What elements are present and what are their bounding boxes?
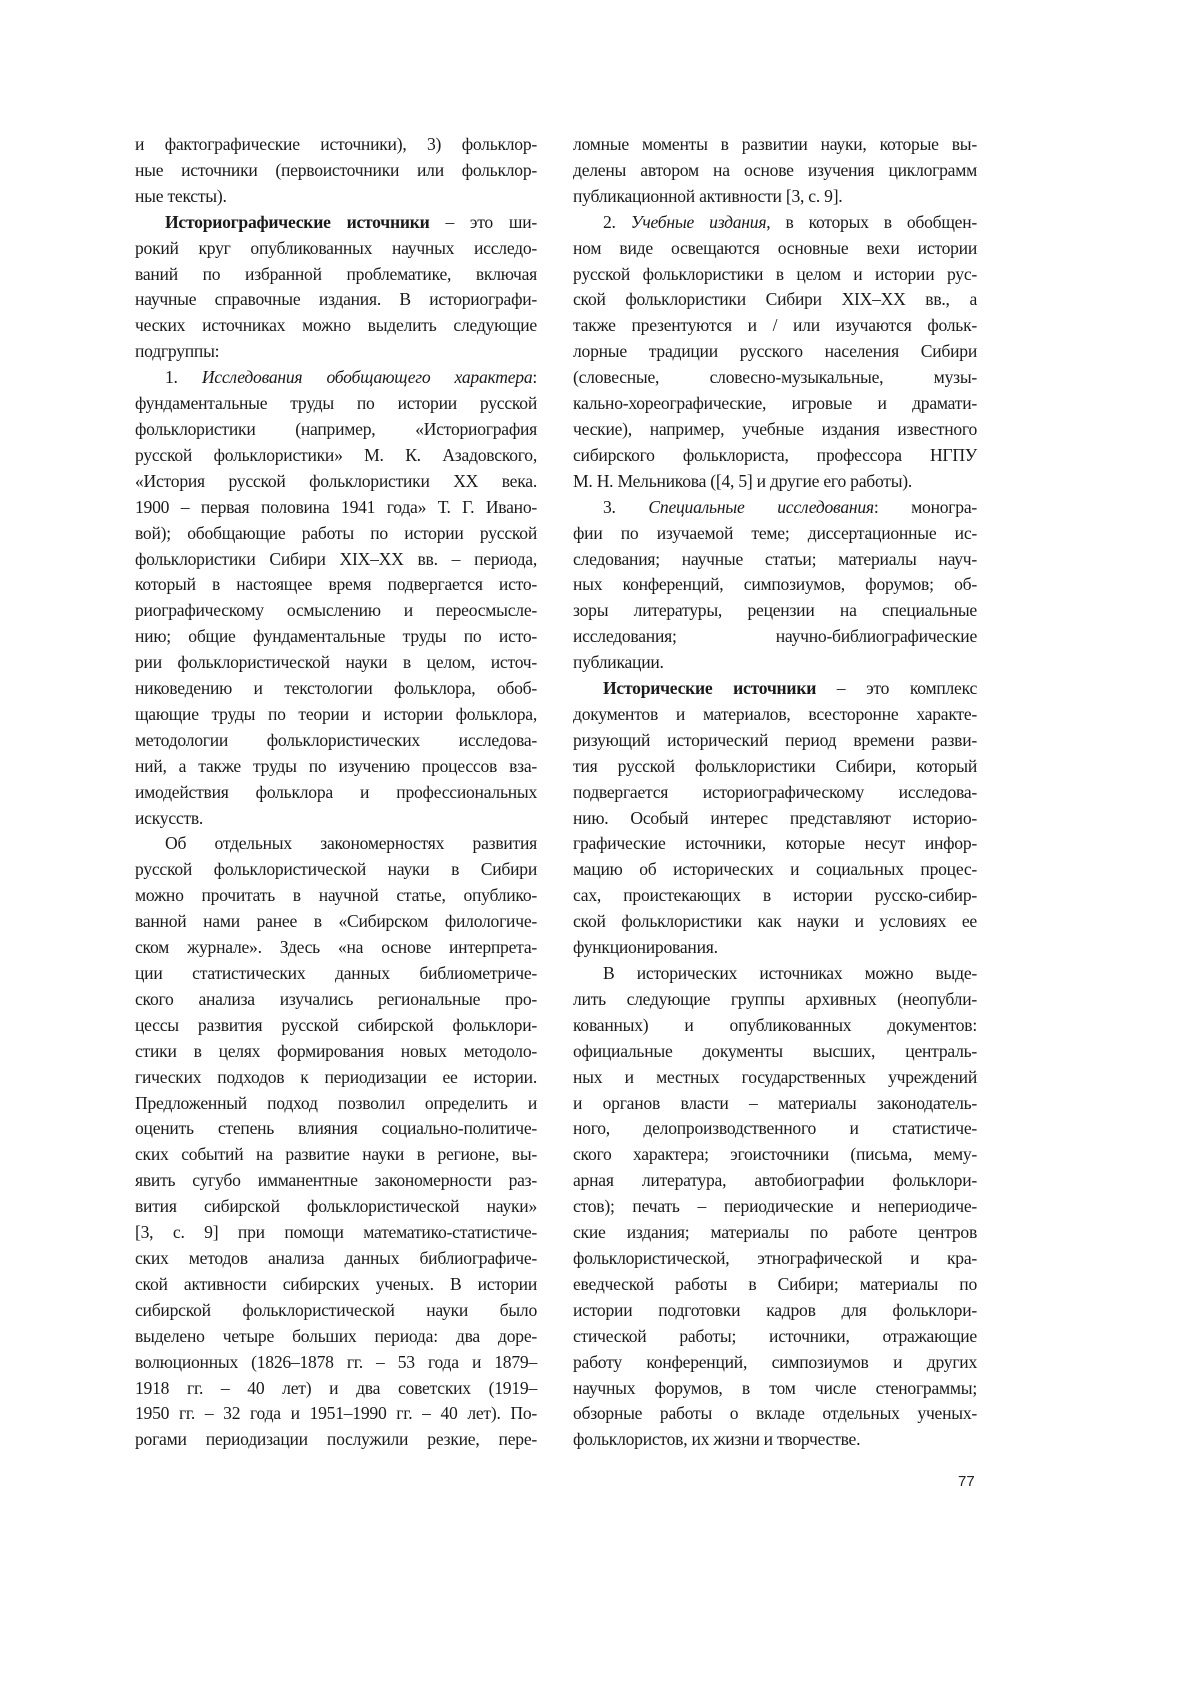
text-span: рии фольклористической науки в целом, источ- bbox=[135, 652, 537, 672]
text-span: ные источники (первоисточники или фольклор- bbox=[135, 160, 537, 180]
text-line bbox=[573, 495, 977, 521]
text-line bbox=[573, 780, 977, 806]
text-span: [3, с. 9] при помощи математико-статистиче- bbox=[135, 1222, 537, 1242]
text-span: искусств. bbox=[135, 808, 203, 828]
text-line bbox=[135, 857, 537, 883]
text-span: стической работы; источники, отражающие bbox=[573, 1326, 977, 1346]
text-span: русской фольклористической науки в Сибири bbox=[135, 859, 537, 879]
text-line bbox=[135, 650, 537, 676]
text-line bbox=[573, 676, 977, 702]
text-span: методологии фольклористических исследова- bbox=[135, 730, 537, 750]
text-line bbox=[573, 443, 977, 469]
text-line bbox=[135, 1401, 537, 1427]
italic-term: Исследования обобщающего характера bbox=[202, 367, 533, 387]
text-span: ческих источниках можно выделить следующие bbox=[135, 315, 537, 335]
text-line bbox=[573, 547, 977, 573]
text-line bbox=[573, 1116, 977, 1142]
text-span: научных форумов, в том числе стенограммы; bbox=[573, 1378, 977, 1398]
text-line bbox=[573, 1013, 977, 1039]
text-line bbox=[135, 287, 537, 313]
text-line bbox=[573, 417, 977, 443]
text-line bbox=[573, 1401, 977, 1427]
text-span: 1950 гг. – 32 года и 1951–1990 гг. – 40 лет). По- bbox=[135, 1403, 537, 1423]
text-span: следования; научные статьи; материалы науч- bbox=[573, 549, 977, 569]
text-span: и органов власти – материалы законодатель- bbox=[573, 1093, 977, 1113]
text-span: ского характера; эгоисточники (письма, мему- bbox=[573, 1144, 977, 1164]
text-span: фольклористов, их жизни и творчестве. bbox=[573, 1429, 860, 1449]
text-span: лорные традиции русского населения Сибири bbox=[573, 341, 977, 361]
text-line bbox=[135, 495, 537, 521]
text-span: фольклористики Сибири XIX–XX вв. – периода, bbox=[135, 549, 537, 569]
text-line bbox=[573, 1039, 977, 1065]
text-span: стики в целях формирования новых методоло- bbox=[135, 1041, 537, 1061]
text-line bbox=[135, 831, 537, 857]
text-span: работу конференций, симпозиумов и других bbox=[573, 1352, 977, 1372]
text-span: делены автором на основе изучения циклограмм bbox=[573, 160, 977, 180]
text-span: 1900 – первая половина 1941 года» Т. Г. Ивано- bbox=[135, 497, 537, 517]
text-line bbox=[135, 1116, 537, 1142]
text-span: документов и материалов, всесторонне характе- bbox=[573, 704, 977, 724]
text-span: ческие), например, учебные издания известного bbox=[573, 419, 977, 439]
text-span: сибирской фольклористической науки было bbox=[135, 1300, 537, 1320]
text-line bbox=[573, 262, 977, 288]
text-line bbox=[573, 935, 977, 961]
text-line bbox=[135, 236, 537, 262]
text-line bbox=[573, 1427, 977, 1453]
text-line bbox=[135, 521, 537, 547]
text-line bbox=[135, 443, 537, 469]
text-span: лить следующие группы архивных (неопубли- bbox=[573, 989, 977, 1009]
text-span: «История русской фольклористики XX века. bbox=[135, 471, 537, 491]
text-line bbox=[573, 572, 977, 598]
text-line bbox=[135, 1220, 537, 1246]
text-span: ские издания; материалы по работе центров bbox=[573, 1222, 977, 1242]
text-span: 1918 гг. – 40 лет) и два советских (1919– bbox=[135, 1378, 537, 1398]
text-span: мацию об исторических и социальных процес- bbox=[573, 859, 977, 879]
text-line bbox=[135, 547, 537, 573]
text-line bbox=[135, 1324, 537, 1350]
text-span: русской фольклористики в целом и истории рус- bbox=[573, 264, 977, 284]
text-line bbox=[135, 1272, 537, 1298]
text-span: ских методов анализа данных библиографиче- bbox=[135, 1248, 537, 1268]
text-line bbox=[135, 780, 537, 806]
text-span: 2. bbox=[603, 212, 631, 232]
text-line bbox=[135, 132, 537, 158]
text-span: – это комплекс bbox=[816, 678, 977, 698]
text-line bbox=[135, 883, 537, 909]
text-span: – это ши- bbox=[430, 212, 538, 232]
text-span: никоведению и текстологии фольклора, обоб- bbox=[135, 678, 537, 698]
text-line bbox=[573, 961, 977, 987]
text-span: рогами периодизации послужили резкие, пере- bbox=[135, 1429, 537, 1449]
text-line bbox=[135, 1168, 537, 1194]
text-span: фундаментальные труды по истории русской bbox=[135, 393, 537, 413]
text-span: нию; общие фундаментальные труды по исто- bbox=[135, 626, 537, 646]
text-line bbox=[135, 158, 537, 184]
bold-term: Исторические источники bbox=[603, 678, 816, 698]
text-line bbox=[573, 1298, 977, 1324]
text-span: 3. bbox=[603, 497, 648, 517]
text-span: Об отдельных закономерностях развития bbox=[165, 833, 537, 853]
text-line bbox=[573, 1272, 977, 1298]
text-span: оценить степень влияния социально-политиче- bbox=[135, 1118, 537, 1138]
text-line bbox=[135, 469, 537, 495]
text-span: ской фольклористики Сибири XIX–XX вв., а bbox=[573, 289, 977, 309]
italic-term: Учебные издания bbox=[631, 212, 767, 232]
text-line bbox=[135, 1142, 537, 1168]
text-span: ванной нами ранее в «Сибирском филологиче- bbox=[135, 911, 537, 931]
text-span: кованных) и опубликованных документов: bbox=[573, 1015, 977, 1035]
text-line bbox=[135, 909, 537, 935]
text-line bbox=[135, 1298, 537, 1324]
text-line bbox=[135, 1194, 537, 1220]
text-span: исследования; научно-библиографические bbox=[573, 626, 977, 646]
text-span: М. Н. Мельникова ([4, 5] и другие его работы). bbox=[573, 471, 912, 491]
text-span: , в которых в обобщен- bbox=[766, 212, 977, 232]
text-span: который в настоящее время подвергается исто- bbox=[135, 574, 537, 594]
text-line bbox=[573, 702, 977, 728]
text-span: : моногра- bbox=[874, 497, 977, 517]
text-line bbox=[573, 469, 977, 495]
text-span: В исторических источниках можно выде- bbox=[603, 963, 977, 983]
text-span: графические источники, которые несут инфор- bbox=[573, 833, 977, 853]
text-span: вития сибирской фольклористической науки» bbox=[135, 1196, 537, 1216]
text-span: гических подходов к периодизации ее истории. bbox=[135, 1067, 537, 1087]
text-span: также презентуются и / или изучаются фольк- bbox=[573, 315, 977, 335]
text-line bbox=[135, 365, 537, 391]
text-span: ного, делопроизводственного и статистиче- bbox=[573, 1118, 977, 1138]
text-line bbox=[573, 831, 977, 857]
text-line bbox=[573, 1350, 977, 1376]
text-line bbox=[573, 1065, 977, 1091]
text-span: риографическому осмыслению и переосмысле- bbox=[135, 600, 537, 620]
text-line bbox=[573, 391, 977, 417]
text-line bbox=[135, 702, 537, 728]
text-span: сибирского фольклориста, профессора НГПУ bbox=[573, 445, 977, 465]
text-span: ции статистических данных библиометриче- bbox=[135, 963, 537, 983]
right-text-column bbox=[573, 132, 977, 1453]
text-line bbox=[135, 754, 537, 780]
text-line bbox=[573, 624, 977, 650]
text-span: фольклористической, этнографической и кра- bbox=[573, 1248, 977, 1268]
text-line bbox=[135, 391, 537, 417]
text-span: кально-хореографические, игровые и драмати- bbox=[573, 393, 977, 413]
text-line bbox=[573, 1220, 977, 1246]
text-line bbox=[135, 1039, 537, 1065]
text-line bbox=[573, 339, 977, 365]
text-span: рокий круг опубликованных научных исследо- bbox=[135, 238, 537, 258]
text-line bbox=[135, 935, 537, 961]
text-span: официальные документы высших, централь- bbox=[573, 1041, 977, 1061]
text-line bbox=[573, 987, 977, 1013]
text-line bbox=[135, 1376, 537, 1402]
text-line bbox=[135, 1427, 537, 1453]
text-line bbox=[135, 1246, 537, 1272]
text-line bbox=[573, 313, 977, 339]
text-line bbox=[573, 728, 977, 754]
text-span: нию. Особый интерес представляют историо- bbox=[573, 808, 977, 828]
text-line bbox=[573, 1246, 977, 1272]
text-span: публикационной активности [3, с. 9]. bbox=[573, 186, 842, 206]
text-span: ний, а также труды по изучению процессов вза- bbox=[135, 756, 537, 776]
text-line bbox=[573, 158, 977, 184]
text-span: ных и местных государственных учреждений bbox=[573, 1067, 977, 1087]
text-span: 1. bbox=[165, 367, 202, 387]
text-span: и фактографические источники), 3) фольклор- bbox=[135, 134, 537, 154]
text-line bbox=[135, 987, 537, 1013]
text-span: ской активности сибирских ученых. В истории bbox=[135, 1274, 537, 1294]
text-line bbox=[135, 262, 537, 288]
left-text-column bbox=[135, 132, 537, 1453]
text-span: явить сугубо имманентные закономерности раз- bbox=[135, 1170, 537, 1190]
text-line bbox=[573, 1142, 977, 1168]
text-span: ризующий исторический период времени разви- bbox=[573, 730, 977, 750]
text-line bbox=[135, 210, 537, 236]
text-line bbox=[135, 417, 537, 443]
text-line bbox=[135, 184, 537, 210]
text-line bbox=[573, 1376, 977, 1402]
text-line bbox=[573, 909, 977, 935]
text-span: (словесные, словесно-музыкальные, музы- bbox=[573, 367, 977, 387]
text-line bbox=[135, 624, 537, 650]
text-span: еведческой работы в Сибири; материалы по bbox=[573, 1274, 977, 1294]
text-line bbox=[135, 806, 537, 832]
text-span: ском журнале». Здесь «на основе интерпрета- bbox=[135, 937, 537, 957]
text-span: ской фольклористики как науки и условиях ее bbox=[573, 911, 977, 931]
text-span: публикации. bbox=[573, 652, 664, 672]
text-span: волюционных (1826–1878 гг. – 53 года и 1879– bbox=[135, 1352, 537, 1372]
text-span: Предложенный подход позволил определить и bbox=[135, 1093, 537, 1113]
italic-term: Специальные исследования bbox=[648, 497, 873, 517]
text-line bbox=[573, 883, 977, 909]
text-line bbox=[135, 961, 537, 987]
text-span: подвергается историографическому исследова- bbox=[573, 782, 977, 802]
text-span: ном виде освещаются основные вехи истории bbox=[573, 238, 977, 258]
text-line bbox=[573, 1168, 977, 1194]
text-span: арная литература, автобиографии фольклори- bbox=[573, 1170, 977, 1190]
text-span: сах, проистекающих в истории русско-сибир- bbox=[573, 885, 977, 905]
text-span: щающие труды по теории и истории фольклора, bbox=[135, 704, 537, 724]
text-line bbox=[573, 521, 977, 547]
text-line bbox=[573, 1194, 977, 1220]
text-line bbox=[573, 598, 977, 624]
text-line bbox=[573, 1324, 977, 1350]
text-line bbox=[135, 339, 537, 365]
text-line bbox=[573, 365, 977, 391]
text-line bbox=[135, 1065, 537, 1091]
text-span: тия русской фольклористики Сибири, который bbox=[573, 756, 977, 776]
text-line bbox=[573, 1091, 977, 1117]
text-span: : bbox=[532, 367, 537, 387]
text-line bbox=[135, 598, 537, 624]
text-span: ских событий на развитие науки в регионе, вы- bbox=[135, 1144, 537, 1164]
text-line bbox=[573, 650, 977, 676]
text-span: фии по изучаемой теме; диссертационные ис- bbox=[573, 523, 977, 543]
text-line bbox=[135, 1013, 537, 1039]
text-span: имодействия фольклора и профессиональных bbox=[135, 782, 537, 802]
text-line bbox=[135, 728, 537, 754]
text-line bbox=[573, 210, 977, 236]
text-line bbox=[135, 572, 537, 598]
page-number: 77 bbox=[958, 1473, 975, 1490]
text-span: ваний по избранной проблематике, включая bbox=[135, 264, 537, 284]
text-line bbox=[573, 754, 977, 780]
text-span: цессы развития русской сибирской фольклори- bbox=[135, 1015, 537, 1035]
text-line bbox=[135, 313, 537, 339]
text-span: ные тексты). bbox=[135, 186, 227, 206]
text-span: истории подготовки кадров для фольклори- bbox=[573, 1300, 977, 1320]
text-span: вой); обобщающие работы по истории русской bbox=[135, 523, 537, 543]
text-span: ных конференций, симпозиумов, форумов; об- bbox=[573, 574, 977, 594]
text-line bbox=[573, 806, 977, 832]
text-line bbox=[573, 184, 977, 210]
bold-term: Историографические источники bbox=[165, 212, 430, 232]
text-line bbox=[135, 1350, 537, 1376]
text-span: ломные моменты в развитии науки, которые вы- bbox=[573, 134, 977, 154]
text-line bbox=[573, 857, 977, 883]
text-line bbox=[135, 676, 537, 702]
text-span: обзорные работы о вкладе отдельных ученых- bbox=[573, 1403, 977, 1423]
text-span: зоры литературы, рецензии на специальные bbox=[573, 600, 977, 620]
text-span: ского анализа изучались региональные про- bbox=[135, 989, 537, 1009]
text-line bbox=[573, 236, 977, 262]
text-span: выделено четыре больших периода: два доре- bbox=[135, 1326, 537, 1346]
text-line bbox=[573, 132, 977, 158]
text-line bbox=[573, 287, 977, 313]
text-span: русской фольклористики» М. К. Азадовского, bbox=[135, 445, 537, 465]
text-span: фольклористики (например, «Историография bbox=[135, 419, 537, 439]
text-span: научные справочные издания. В историографи- bbox=[135, 289, 537, 309]
text-span: можно прочитать в научной статье, опублико- bbox=[135, 885, 537, 905]
text-span: стов); печать – периодические и непериодиче- bbox=[573, 1196, 977, 1216]
text-span: подгруппы: bbox=[135, 341, 219, 361]
text-line bbox=[135, 1091, 537, 1117]
text-span: функционирования. bbox=[573, 937, 718, 957]
